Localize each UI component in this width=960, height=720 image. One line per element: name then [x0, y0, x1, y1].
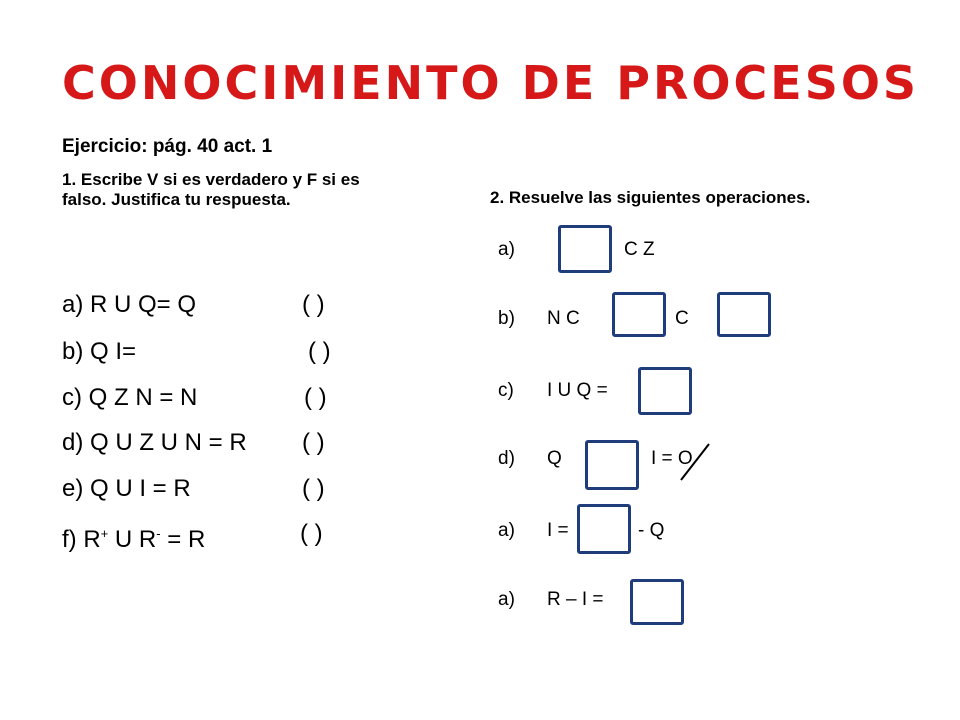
tf-item-text: c) Q Z N = N — [62, 384, 198, 411]
page-title: CONOCIMIENTO DE PROCESOS — [62, 56, 920, 110]
tf-item-text: a) R U Q= Q — [62, 291, 197, 318]
superscript-plus: + — [100, 526, 109, 541]
tf-item-text: b) Q I= — [62, 338, 137, 365]
empty-set-slash-icon — [675, 440, 715, 484]
operation-text: - Q — [638, 520, 665, 541]
instruction-2: 2. Resuelve las siguientes operaciones. — [490, 188, 811, 207]
tf-item-text: f) R+ U R- = R — [62, 526, 206, 553]
item-letter: a) — [498, 239, 515, 260]
answer-parens[interactable]: ( ) — [308, 338, 331, 365]
operation-text: I = — [547, 520, 569, 541]
item-letter: a) — [498, 589, 515, 610]
exercise-reference: Ejercicio: pág. 40 act. 1 — [62, 136, 273, 157]
answer-parens[interactable]: ( ) — [302, 291, 325, 318]
operation-text: N C — [547, 308, 580, 329]
tf-item-text: d) Q U Z U N = R — [62, 429, 247, 456]
operation-text: Q — [547, 448, 562, 469]
operation-text: C — [675, 308, 689, 329]
answer-parens[interactable]: ( ) — [300, 520, 323, 547]
item-letter: a) — [498, 520, 515, 541]
operation-text: I U Q = — [547, 380, 608, 401]
item-letter: b) — [498, 308, 515, 329]
answer-box[interactable] — [585, 440, 639, 490]
answer-box[interactable] — [577, 504, 631, 554]
answer-box[interactable] — [558, 225, 612, 273]
answer-parens[interactable]: ( ) — [302, 429, 325, 456]
instruction-1: 1. Escribe V si es verdadero y F si es falso. Justifica tu respuesta. — [62, 170, 360, 209]
answer-parens[interactable]: ( ) — [304, 384, 327, 411]
tf-item-text: e) Q U I = R — [62, 475, 191, 502]
operation-text: R – I = — [547, 589, 604, 610]
answer-box[interactable] — [630, 579, 684, 625]
item-letter: c) — [498, 380, 514, 401]
item-letter: d) — [498, 448, 515, 469]
answer-box[interactable] — [638, 367, 692, 415]
answer-box[interactable] — [612, 292, 666, 337]
answer-box[interactable] — [717, 292, 771, 337]
superscript-minus: - — [156, 526, 161, 541]
answer-parens[interactable]: ( ) — [302, 475, 325, 502]
operation-text: I = O — [651, 448, 693, 469]
operation-text: C Z — [624, 239, 655, 260]
